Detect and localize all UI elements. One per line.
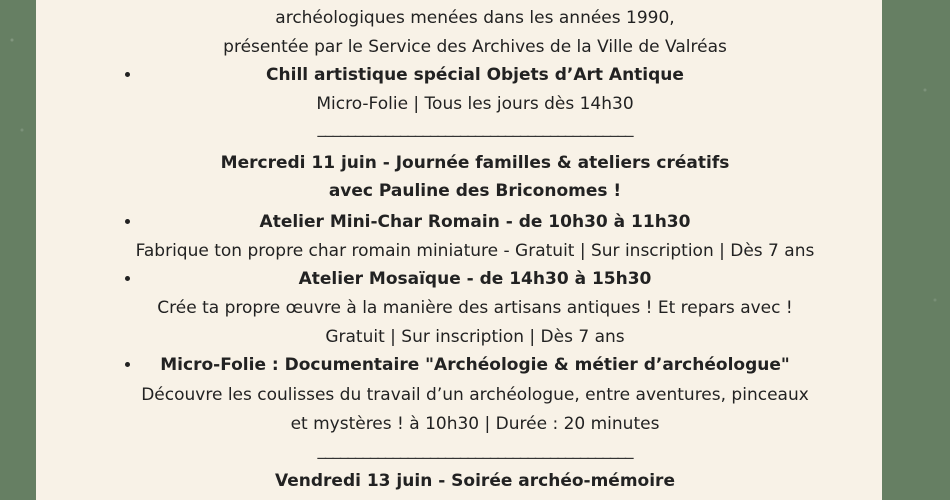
separator-line: __________________________________________	[317, 440, 633, 460]
day-heading: Vendredi 13 juin - Soirée archéo-mémoire	[275, 471, 675, 491]
event-detail: et mystères ! à 10h30 | Durée : 20 minutes	[290, 414, 660, 434]
separator-line: __________________________________________	[317, 118, 633, 138]
event-detail: Crée ta propre œuvre à la manière des artisans antiques ! Et repars avec !	[157, 298, 793, 318]
event-title: Micro-Folie : Documentaire "Archéologie & métier d’archéologue"	[160, 355, 790, 375]
event-detail: Fabrique ton propre char romain miniature - Gratuit | Sur inscription | Dès 7 ans	[135, 241, 815, 261]
event-title: Atelier Mosaïque - de 14h30 à 15h30	[298, 269, 652, 289]
event-title: Atelier Mini-Char Romain - de 10h30 à 11h30	[259, 212, 691, 232]
day-heading-continued: avec Pauline des Briconomes !	[328, 181, 622, 201]
text-line: archéologiques menées dans les années 1990,	[275, 8, 675, 28]
text-line: présentée par le Service des Archives de la Ville de Valréas	[223, 37, 727, 57]
event-detail: Découvre les coulisses du travail d’un archéologue, entre aventures, pinceaux	[141, 385, 809, 405]
event-detail: Micro-Folie | Tous les jours dès 14h30	[316, 94, 634, 114]
day-heading: Mercredi 11 juin - Journée familles & ateliers créatifs	[220, 153, 730, 173]
event-detail: Gratuit | Sur inscription | Dès 7 ans	[325, 327, 625, 347]
event-title: Chill artistique spécial Objets d’Art Antique	[266, 65, 684, 85]
